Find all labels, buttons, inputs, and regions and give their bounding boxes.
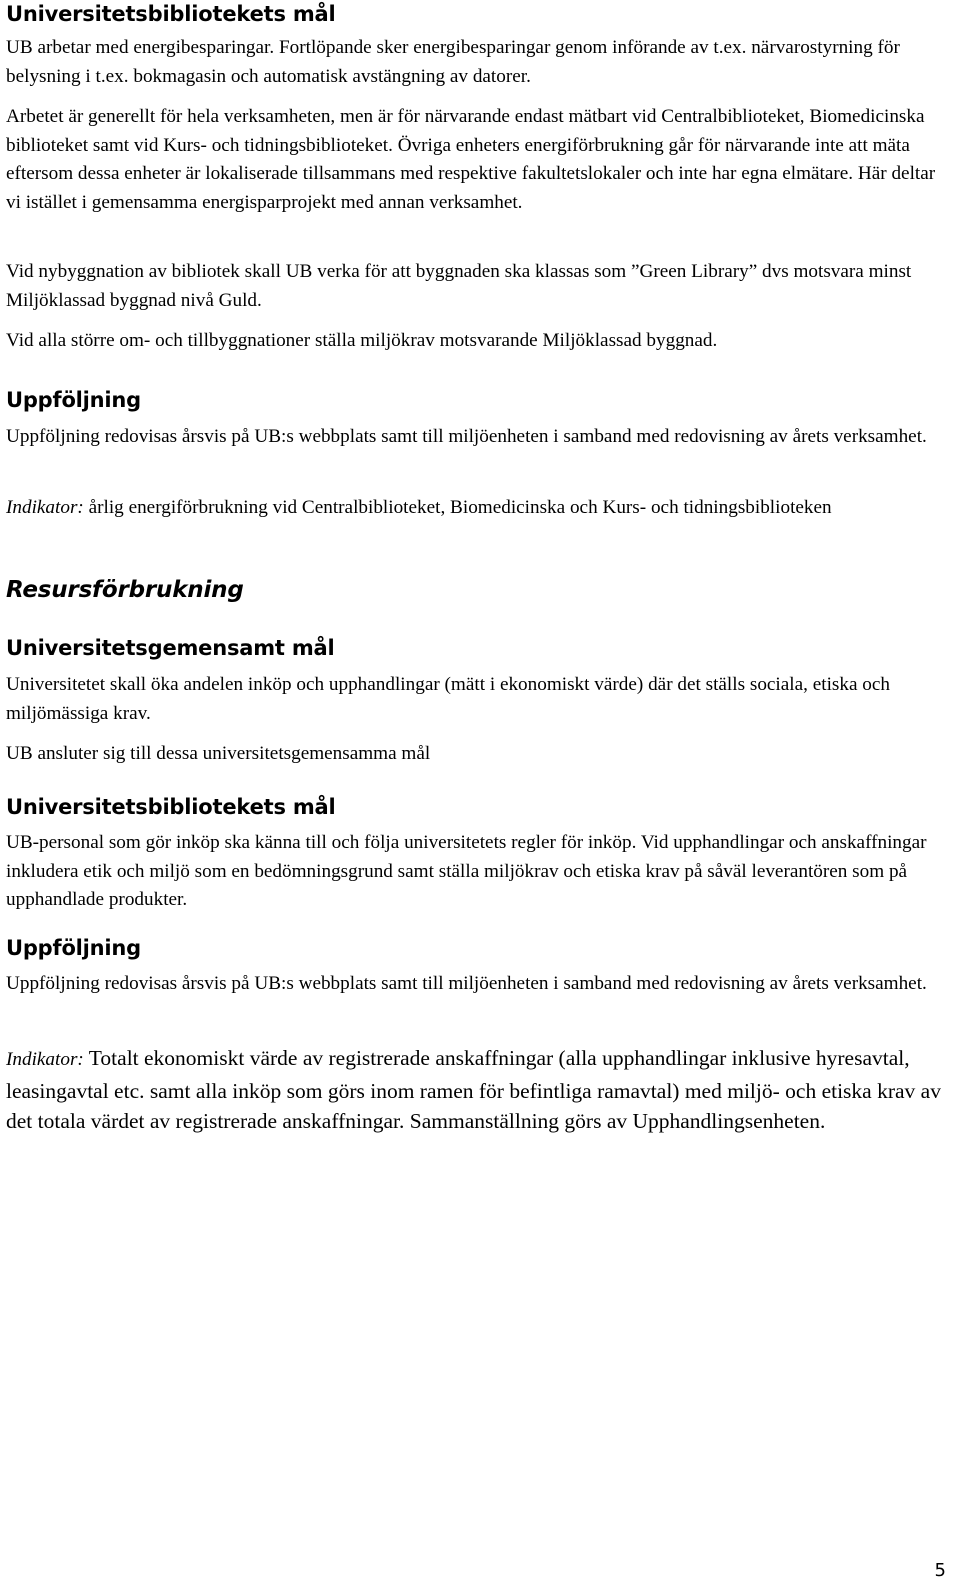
paragraph-follow-up: Uppföljning redovisas årsvis på UB:s webbplats samt till miljöenheten i samband med redovisning av årets verksamhet. <box>6 426 927 447</box>
paragraph <box>6 258 950 315</box>
paragraph <box>6 671 950 728</box>
indicator-label-2: Indikator: <box>6 1049 84 1070</box>
paragraph <box>6 327 950 356</box>
paragraph-building-requirements: Vid alla större om- och tillbyggnationer ställa miljökrav motsvarande Miljöklassad byggnad. <box>6 330 718 351</box>
paragraph <box>6 494 950 523</box>
indicator-paragraph <box>6 494 950 523</box>
heading-follow-up-2: Uppföljning <box>6 936 142 960</box>
indicator-label: Indikator: <box>6 497 84 518</box>
section-heading <box>6 793 950 821</box>
paragraph <box>6 829 950 915</box>
paragraph-ub-joins: UB ansluter sig till dessa universitetsgemensamma mål <box>6 743 431 764</box>
indicator-text-2: Totalt ekonomiskt värde av registrerade anskaffningar (alla upphandlingar inklusive hyresavtal, leasingavtal etc. samt alla inköp som görs inom ramen för befintliga ramavtal) med miljö- och etiska krav av det totala värdet av registrerade anskaffningar. Sammanställning görs av Upphandlingsenheten. <box>6 1046 941 1133</box>
heading-university-goal: Universitetsgemensamt mål <box>6 636 335 660</box>
page-number: 5 <box>934 1560 946 1581</box>
paragraph <box>6 103 950 217</box>
heading-resource-consumption: Resursförbrukning <box>6 577 244 603</box>
paragraph <box>6 970 950 999</box>
indicator-paragraph-2 <box>6 1043 950 1137</box>
section-heading <box>6 386 950 414</box>
section-heading <box>6 634 950 662</box>
section-heading <box>6 576 950 604</box>
paragraph <box>6 740 950 769</box>
paragraph-measurement: Arbetet är generellt för hela verksamheten, men är för närvarande endast mätbart vid Centralbiblioteket, Biomedicinska biblioteket samt vid Kurs- och tidningsbiblioteket. Övriga enheters energiförbrukning går för närvarande inte att mäta eftersom dessa enheter är lokaliserade tillsammans med respektive fakultetslokaler och inte har egna elmätare. Här deltar vi istället i gemensamma energisparprojekt med annan verksamhet. <box>6 106 936 213</box>
paragraph-university-goal: Universitetet skall öka andelen inköp och upphandlingar (mätt i ekonomiskt värde) där det ställs sociala, etiska och miljömässiga krav. <box>6 674 890 724</box>
paragraph-energy-savings: UB arbetar med energibesparingar. Fortlöpande sker energibesparingar genom införande av t.ex. närvarostyrning för belysning i t.ex. bokmagasin och automatisk avstängning av datorer. <box>6 37 900 87</box>
heading-ub-goal: Universitetsbibliotekets mål <box>6 2 336 26</box>
paragraph-follow-up-2: Uppföljning redovisas årsvis på UB:s webbplats samt till miljöenheten i samband med redovisning av årets verksamhet. <box>6 973 927 994</box>
heading-ub-goal-2: Universitetsbibliotekets mål <box>6 795 336 819</box>
section-heading <box>6 0 950 28</box>
indicator-text: årlig energiförbrukning vid Centralbiblioteket, Biomedicinska och Kurs- och tidningsbiblioteken <box>83 497 832 518</box>
paragraph <box>6 34 950 91</box>
paragraph-green-library: Vid nybyggnation av bibliotek skall UB verka för att byggnaden ska klassas som ”Green Library” dvs motsvara minst Miljöklassad byggnad nivå Guld. <box>6 261 912 311</box>
paragraph <box>6 1043 950 1137</box>
paragraph-procurement: UB-personal som gör inköp ska känna till och följa universitetets regler för inköp. Vid upphandlingar och anskaffningar inkludera etik och miljö som en bedömningsgrund samt ställa miljökrav och etiska krav på såväl leverantören som på upphandlade produkter. <box>6 832 927 910</box>
paragraph <box>6 423 950 452</box>
section-heading <box>6 934 950 962</box>
heading-follow-up: Uppföljning <box>6 388 142 412</box>
